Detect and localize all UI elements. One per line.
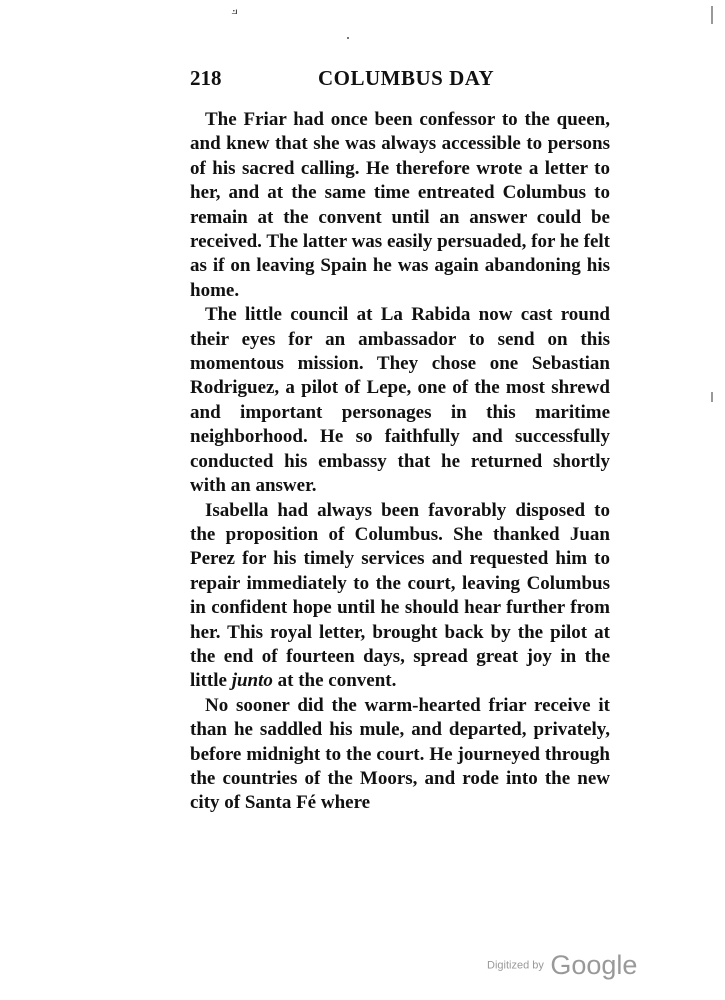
body-text bbox=[190, 108, 610, 816]
paragraph-text: No sooner did the warm-hearted friar receive it than he saddled his mule, and departed, privately, before midnight to the court. He journeyed through the countries of the Moors, and rode into the new city of Santa Fé where bbox=[190, 694, 610, 814]
paragraph bbox=[190, 499, 610, 694]
digitized-label: Digitized by bbox=[487, 959, 544, 972]
paragraph-text: at the convent. bbox=[272, 670, 397, 692]
page-edge-mark bbox=[711, 392, 713, 402]
page-edge-mark bbox=[711, 6, 713, 24]
paragraph bbox=[190, 303, 610, 498]
stray-ink-mark: ⟓ bbox=[231, 3, 238, 18]
paragraph-text: The Friar had once been confessor to the queen, and knew that she was always accessible to persons of his sacred calling. He therefore wrote a letter to her, and at the same time entreated Columbus to remain at the convent until an answer could be received. The latter was easily persuaded, for he felt as if on leaving Spain he was again abandoning his home. bbox=[190, 109, 610, 301]
paragraph-text: Isabella had always been favorably disposed to the proposition of Columbus. She thanked Juan Perez for his timely services and requested him to repair immediately to the court, leaving Columbus in confident hope until he should hear further from her. This royal letter, brought back by the pilot at the end of fourteen days, spread great joy in the little bbox=[190, 499, 610, 692]
page-number: 218 bbox=[190, 66, 222, 90]
stray-dot bbox=[347, 37, 349, 39]
paragraph-text: The little council at La Rabida now cast round their eyes for an ambassador to send on this momentous mission. They chose one Sebastian Rodriguez, a pilot of Lepe, one of the most shrewd and important personages in this maritime neighborhood. He so faithfully and successfully conducted his embassy that he returned shortly with an answer. bbox=[190, 304, 610, 497]
running-title: COLUMBUS DAY bbox=[318, 66, 495, 90]
italic-word: junto bbox=[231, 670, 273, 692]
paragraph bbox=[190, 108, 610, 303]
google-logo: Google bbox=[550, 950, 638, 980]
digitized-by-google-watermark bbox=[487, 950, 637, 981]
paragraph bbox=[190, 694, 610, 816]
